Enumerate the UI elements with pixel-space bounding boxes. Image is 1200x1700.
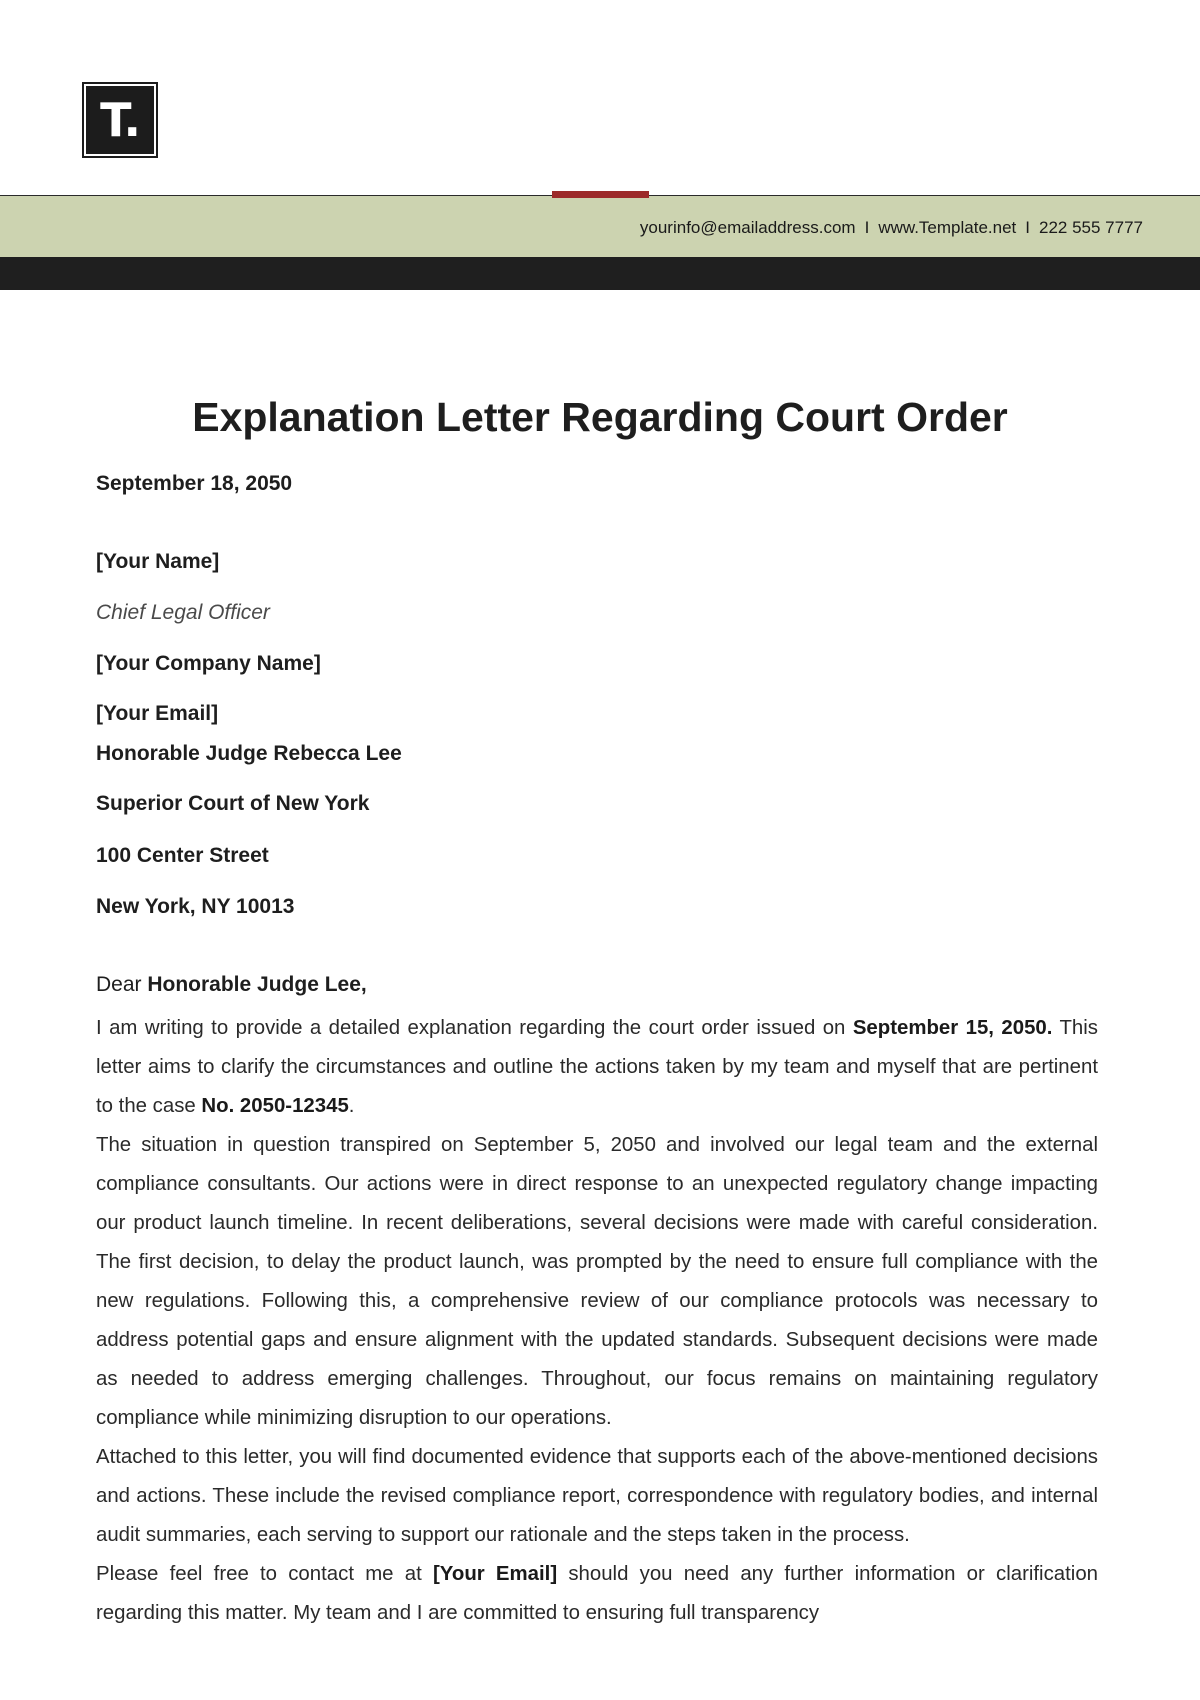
- salutation-name: Honorable Judge Lee,: [147, 973, 367, 996]
- contact-phone: 222 555 7777: [1039, 218, 1143, 237]
- contact-email-reference: [Your Email]: [432, 1563, 558, 1585]
- body-paragraph-2: The situation in question transpired on September 5, 2050 and involved our legal team and the external compliance consultants. Our actions were in direct response to an unexpected regulatory change impacting our product launch timeline. In recent deliberations, several decisions were made with careful consideration. The first decision, to delay the product launch, was prompted by the need to ensure full compliance with the new regulations. Following this, a comprehensive review of our compliance protocols was necessary to address potential gaps and ensure alignment with the updated standards. Subsequent decisions were made as needed to address emerging challenges. Throughout, our focus remains on maintaining regulatory compliance while minimizing disruption to our operations.: [96, 1134, 1098, 1429]
- letter-title: Explanation Letter Regarding Court Order: [192, 394, 1008, 440]
- accent-bar: [552, 191, 649, 198]
- letter-date: September 18, 2050: [96, 472, 293, 495]
- company-logo: T.: [82, 82, 158, 158]
- contact-website: www.Template.net: [878, 218, 1017, 237]
- body-paragraph-3: Attached to this letter, you will find documented evidence that supports each of the above-mentioned decisions and actions. These include the revised compliance report, correspondence with regulatory bodies, and internal audit summaries, each serving to support our rationale and the steps taken in the process.: [96, 1446, 1098, 1546]
- dark-band: [0, 257, 1200, 290]
- sender-role: Chief Legal Officer: [96, 601, 270, 624]
- sender-company: [Your Company Name]: [96, 652, 321, 675]
- contact-separator: I: [864, 218, 870, 237]
- recipient-court: Superior Court of New York: [96, 792, 370, 815]
- paragraph-1-text: .: [348, 1095, 355, 1117]
- paragraph-1-text: I am writing to provide a detailed explanation regarding the court order issued on: [96, 1017, 853, 1039]
- paragraph-4-text: Please feel free to contact me at: [96, 1563, 433, 1585]
- recipient-city: New York, NY 10013: [96, 895, 295, 918]
- contact-info: [640, 218, 1143, 238]
- letter-body: [96, 1009, 1098, 1633]
- sender-name: [Your Name]: [96, 550, 220, 573]
- order-date: September 15, 2050.: [852, 1017, 1053, 1039]
- salutation-prefix: Dear: [96, 973, 148, 996]
- contact-email: yourinfo@emailaddress.com: [639, 218, 856, 237]
- body-paragraph-1: [96, 1009, 1098, 1126]
- sender-email: [Your Email]: [96, 702, 219, 725]
- contact-separator: I: [1025, 218, 1030, 237]
- salutation: [96, 971, 367, 999]
- paragraph-4-text: should you need any further information or clarification regarding this matter. My team and I are committed to ensuring full transparency: [96, 1563, 1098, 1624]
- recipient-street: 100 Center Street: [96, 844, 269, 867]
- paragraph-1-text: This letter aims to clarify the circumstances and outline the actions taken by my team and myself that are pertinent to the case: [96, 1017, 1098, 1117]
- case-number: No. 2050-12345: [201, 1095, 349, 1117]
- body-paragraph-4: [96, 1555, 1098, 1633]
- recipient-name: Honorable Judge Rebecca Lee: [96, 742, 402, 765]
